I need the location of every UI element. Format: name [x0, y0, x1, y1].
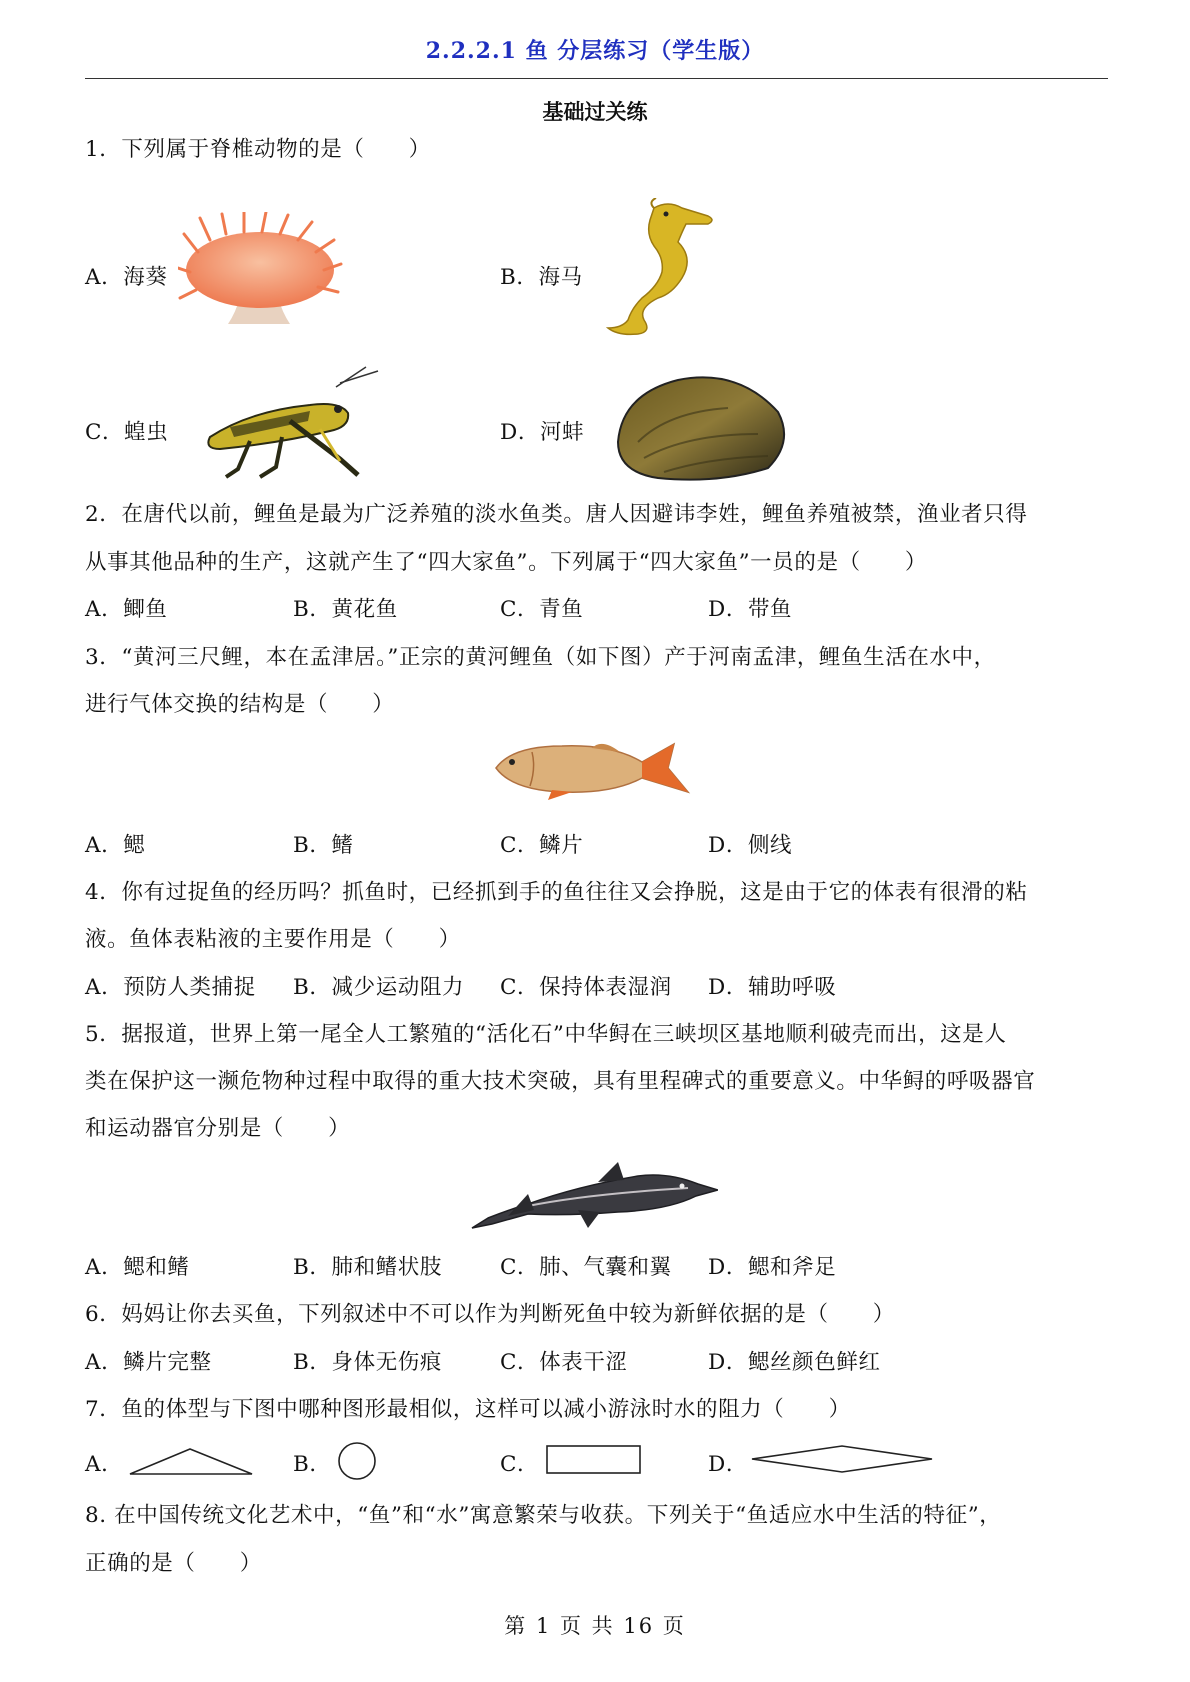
q4-option-b: B．减少运动阻力 — [293, 975, 465, 1000]
q3-option-b: B．鳍 — [293, 833, 354, 858]
seahorse-image — [598, 198, 723, 338]
q1-option-c: C．蝗虫 — [85, 420, 169, 445]
question-4-line-2: 液。鱼体表粘液的主要作用是（ ） — [85, 927, 461, 952]
question-7-stem: 7．鱼的体型与下图中哪种图形最相似，这样可以减小游泳时水的阻力（ ） — [85, 1397, 851, 1422]
q2-option-d: D．带鱼 — [708, 597, 793, 622]
section-title: 基础过关练 — [542, 99, 648, 124]
q2-option-b: B．黄花鱼 — [293, 597, 398, 622]
q7-option-d: D． — [708, 1452, 748, 1477]
q5-option-a: A．鳃和鳍 — [85, 1255, 190, 1280]
question-2-line-2: 从事其他品种的生产，这就产生了“四大家鱼”。下列属于“四大家鱼”一员的是（ ） — [85, 550, 927, 575]
q5-option-d: D．鳃和斧足 — [708, 1255, 837, 1280]
q6-option-c: C．体表干涩 — [500, 1350, 628, 1375]
q5-option-b: B．肺和鳍状肢 — [293, 1255, 443, 1280]
q6-option-a: A．鳞片完整 — [85, 1350, 212, 1375]
q1-option-d: D．河蚌 — [500, 420, 585, 445]
question-3-line-2: 进行气体交换的结构是（ ） — [85, 692, 395, 717]
header-divider — [85, 78, 1108, 79]
question-4-line-1: 4．你有过捉鱼的经历吗？抓鱼时，已经抓到手的鱼往往又会挣脱，这是由于它的体表有很滑的粘 — [85, 880, 1028, 905]
q3-option-a: A．鳃 — [85, 833, 146, 858]
question-8-line-2: 正确的是（ ） — [85, 1551, 262, 1576]
circle-shape-icon — [336, 1440, 378, 1482]
question-8-line-1: 8. 在中国传统文化艺术中，“鱼”和“水”寓意繁荣与收获。下列关于“鱼适应水中生活的特征”， — [85, 1503, 1002, 1528]
question-6-stem: 6．妈妈让你去买鱼，下列叙述中不可以作为判断死鱼中较为新鲜依据的是（ ） — [85, 1302, 895, 1327]
q6-option-d: D．鳃丝颜色鲜红 — [708, 1350, 881, 1375]
page-header-title: 2.2.2.1 鱼 分层练习（学生版） — [425, 38, 765, 64]
q1-option-b: B．海马 — [500, 265, 583, 290]
grasshopper-image — [190, 365, 380, 485]
carp-image — [492, 738, 692, 800]
q4-option-d: D．辅助呼吸 — [708, 975, 837, 1000]
q7-option-c: C． — [500, 1452, 540, 1477]
q4-option-a: A．预防人类捕捉 — [85, 975, 256, 1000]
q7-option-a: A． — [85, 1452, 124, 1477]
question-5-line-3: 和运动器官分别是（ ） — [85, 1116, 351, 1141]
rectangle-shape-icon — [546, 1444, 642, 1476]
q2-option-a: A．鲫鱼 — [85, 597, 168, 622]
q4-option-c: C．保持体表湿润 — [500, 975, 672, 1000]
mussel-image — [608, 372, 793, 484]
rhombus-shape-icon — [750, 1444, 934, 1474]
question-2-line-1: 2．在唐代以前，鲤鱼是最为广泛养殖的淡水鱼类。唐人因避讳李姓，鲤鱼养殖被禁，渔业者只得 — [85, 502, 1028, 527]
page-footer: 第 1 页 共 16 页 — [504, 1614, 686, 1638]
chinese-sturgeon-image — [468, 1154, 718, 1232]
q7-option-b: B． — [293, 1452, 332, 1477]
triangle-shape-icon — [128, 1446, 254, 1476]
q6-option-b: B．身体无伤痕 — [293, 1350, 443, 1375]
sea-anemone-image — [178, 212, 343, 330]
question-5-line-1: 5．据报道，世界上第一尾全人工繁殖的“活化石”中华鲟在三峡坝区基地顺利破壳而出，这是人 — [85, 1022, 1007, 1047]
q1-option-a: A．海葵 — [85, 265, 168, 290]
question-5-line-2: 类在保护这一濒危物种过程中取得的重大技术突破，具有里程碑式的重要意义。中华鲟的呼吸器官 — [85, 1069, 1036, 1094]
q5-option-c: C．肺、气囊和翼 — [500, 1255, 672, 1280]
q2-option-c: C．青鱼 — [500, 597, 584, 622]
question-1-stem: 1．下列属于脊椎动物的是（ ） — [85, 137, 431, 162]
q3-option-d: D．侧线 — [708, 833, 793, 858]
question-3-line-1: 3．“黄河三尺鲤，本在孟津居。”正宗的黄河鲤鱼（如下图）产于河南孟津，鲤鱼生活在水中， — [85, 645, 996, 670]
q3-option-c: C．鳞片 — [500, 833, 584, 858]
